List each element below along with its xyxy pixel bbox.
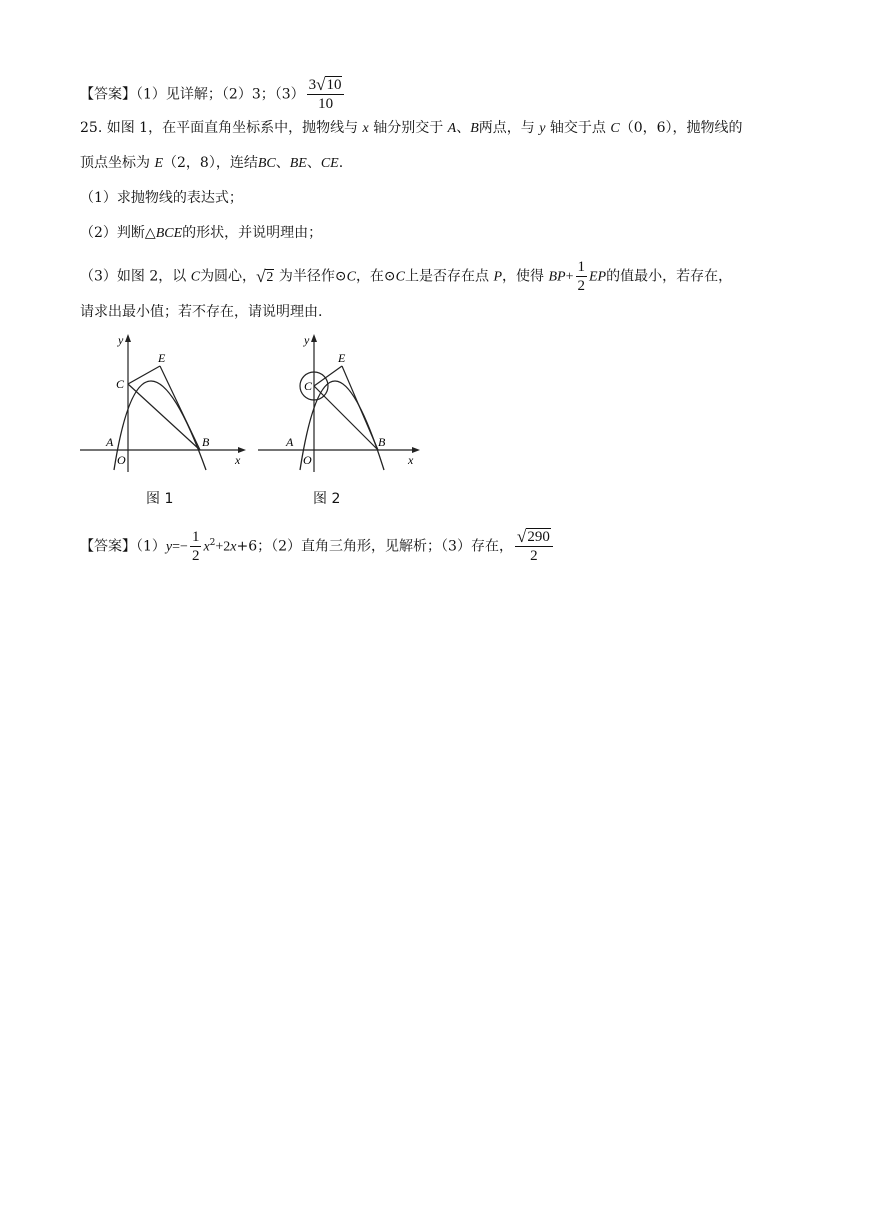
parabola	[300, 381, 384, 470]
text: 轴分别交于	[373, 120, 444, 136]
question-2	[80, 223, 322, 244]
period: .	[338, 155, 344, 171]
var-C: C	[190, 269, 201, 285]
label-C: C	[116, 377, 125, 391]
text: 为圆心，	[200, 268, 257, 285]
text: 轴交于点	[549, 120, 606, 136]
seg-EP: EP	[589, 269, 607, 285]
y-arrow	[311, 334, 317, 342]
answer-fraction	[515, 528, 553, 565]
answer-text: （1）见详解；（2）3；（3）	[136, 86, 305, 103]
var-x: x	[362, 121, 369, 136]
label-A: A	[286, 435, 294, 449]
eq-sign: =−	[172, 539, 188, 555]
sqrt-arg: 290	[527, 529, 550, 545]
half-fraction	[576, 258, 588, 295]
seg-BE: BE	[289, 156, 307, 171]
text: （1）	[136, 538, 166, 555]
text: 如图 1，在平面直角坐标系中，抛物线与	[106, 120, 359, 136]
var-C: C	[395, 269, 406, 285]
frac-den: 10	[318, 96, 334, 112]
label-O: O	[117, 453, 126, 467]
frac-coef: 3	[308, 77, 317, 93]
text: 为半径作⊙	[278, 268, 347, 285]
segment-BC	[314, 386, 378, 450]
label-B: B	[202, 435, 210, 449]
answer-fraction	[307, 76, 345, 113]
var-C: C	[346, 269, 356, 285]
problem-line-1	[80, 118, 743, 139]
var-C: C	[610, 121, 620, 136]
label-y: y	[304, 333, 310, 347]
answer-label: 【答案】	[80, 538, 136, 555]
text: 请求出最小值；若不存在，请说明理由.	[80, 304, 323, 320]
figure-2-caption: 图 2	[313, 491, 341, 507]
sep: 、	[456, 120, 471, 136]
question-1	[80, 188, 243, 208]
text: （3）如图 2，以	[80, 268, 187, 285]
text: 两点，与	[478, 120, 535, 136]
figure-1-caption: 图 1	[146, 491, 174, 507]
text: （1）求抛物线的表达式；	[80, 190, 243, 206]
figure-2-graph	[258, 332, 428, 472]
text: 的值最小，若存在，	[606, 268, 733, 285]
sqrt-arg: 10	[326, 77, 342, 93]
figure-1-graph	[80, 332, 250, 472]
label-C: C	[304, 379, 313, 393]
sqrt-symbol: √2	[256, 266, 274, 286]
seg-BP: BP	[548, 269, 566, 285]
label-O: O	[303, 453, 312, 467]
figure-1	[80, 332, 250, 472]
var-x: x	[230, 539, 237, 555]
text: 的形状，并说明理由；	[182, 225, 323, 241]
label-y: y	[118, 333, 124, 347]
figure-2	[258, 332, 428, 472]
exponent: 2	[209, 537, 216, 548]
y-arrow	[125, 334, 131, 342]
frac-num: 1	[191, 529, 200, 545]
seg-BC: BC	[257, 156, 276, 171]
var-y: y	[165, 539, 173, 555]
label-x: x	[408, 453, 414, 467]
text: （2，8），连结	[163, 155, 258, 171]
text: 顶点坐标为	[80, 155, 150, 171]
var-B: B	[470, 121, 479, 136]
triangle-BCE: BCE	[155, 226, 183, 241]
text: +6；（2）直角三角形，见解析；（3）存在，	[236, 538, 513, 555]
label-E: E	[158, 351, 166, 365]
frac-num: 1	[577, 259, 585, 275]
answer-label: 【答案】	[80, 86, 136, 103]
segment-BE	[160, 366, 200, 450]
var-y: y	[539, 121, 546, 136]
answer-line-1	[80, 76, 346, 113]
var-E: E	[154, 156, 164, 171]
var-P: P	[493, 269, 503, 285]
question-3-line-2	[80, 302, 322, 322]
question-3	[80, 258, 732, 295]
sqrt-symbol: √10	[316, 75, 342, 94]
var-A: A	[447, 121, 457, 136]
segment-BC	[128, 384, 200, 450]
seg-CE: CE	[320, 156, 339, 171]
problem-number: 25.	[80, 120, 103, 136]
half-fraction	[190, 528, 202, 565]
frac-den: 2	[191, 548, 200, 564]
text: ，在⊙	[355, 268, 396, 285]
sep: 、	[306, 155, 321, 171]
label-x: x	[235, 453, 241, 467]
text: （0，6），抛物线的	[619, 120, 743, 136]
plus: +	[565, 269, 574, 285]
problem-line-2	[80, 153, 343, 174]
text: （2）判断△	[80, 225, 156, 241]
sqrt-arg: 2	[266, 269, 274, 285]
text: ，使得	[502, 268, 545, 285]
answer-line-2	[80, 528, 555, 565]
segment-BE	[342, 366, 378, 450]
sep: 、	[275, 155, 290, 171]
term: +2	[215, 539, 231, 555]
label-E: E	[338, 351, 346, 365]
label-B: B	[378, 435, 386, 449]
frac-den: 2	[530, 548, 538, 564]
var-x: x	[203, 539, 210, 555]
frac-den: 2	[577, 278, 585, 294]
sqrt-symbol: √290	[516, 527, 550, 546]
text: 上是否存在点	[405, 268, 490, 285]
label-A: A	[106, 435, 114, 449]
